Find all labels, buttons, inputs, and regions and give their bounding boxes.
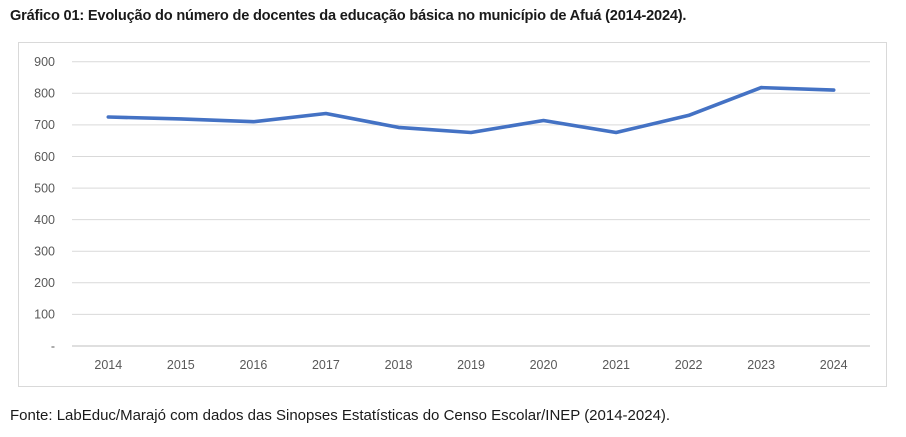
y-tick-label: 100 xyxy=(34,307,55,322)
chart-title: Gráfico 01: Evolução do número de docentes da educação básica no município de Afuá (2014-2024). xyxy=(10,8,687,24)
y-tick-label: 700 xyxy=(34,118,55,133)
x-tick-label: 2015 xyxy=(166,358,195,372)
series-line xyxy=(108,88,833,133)
x-tick-label: 2016 xyxy=(239,358,268,372)
x-tick-label: 2022 xyxy=(674,358,703,372)
chart-frame xyxy=(18,42,887,387)
x-tick-label: 2023 xyxy=(747,358,776,372)
y-tick-label: 200 xyxy=(34,276,55,291)
line-chart xyxy=(19,43,886,386)
y-tick-label: 600 xyxy=(34,149,55,164)
x-tick-label: 2021 xyxy=(602,358,631,372)
x-tick-label: 2020 xyxy=(529,358,558,372)
source-note: Fonte: LabEduc/Marajó com dados das Sinopses Estatísticas do Censo Escolar/INEP (2014-2024). xyxy=(10,407,671,424)
x-tick-label: 2018 xyxy=(384,358,413,372)
y-tick-label: - xyxy=(50,339,55,354)
y-tick-label: 300 xyxy=(34,244,55,259)
x-tick-label: 2019 xyxy=(457,358,485,372)
y-tick-label: 800 xyxy=(34,86,55,101)
x-tick-label: 2014 xyxy=(94,358,123,372)
y-tick-label: 400 xyxy=(34,212,55,227)
x-tick-label: 2017 xyxy=(311,358,340,372)
x-tick-label: 2024 xyxy=(819,358,848,372)
y-tick-label: 500 xyxy=(34,181,55,196)
y-tick-label: 900 xyxy=(34,55,55,69)
